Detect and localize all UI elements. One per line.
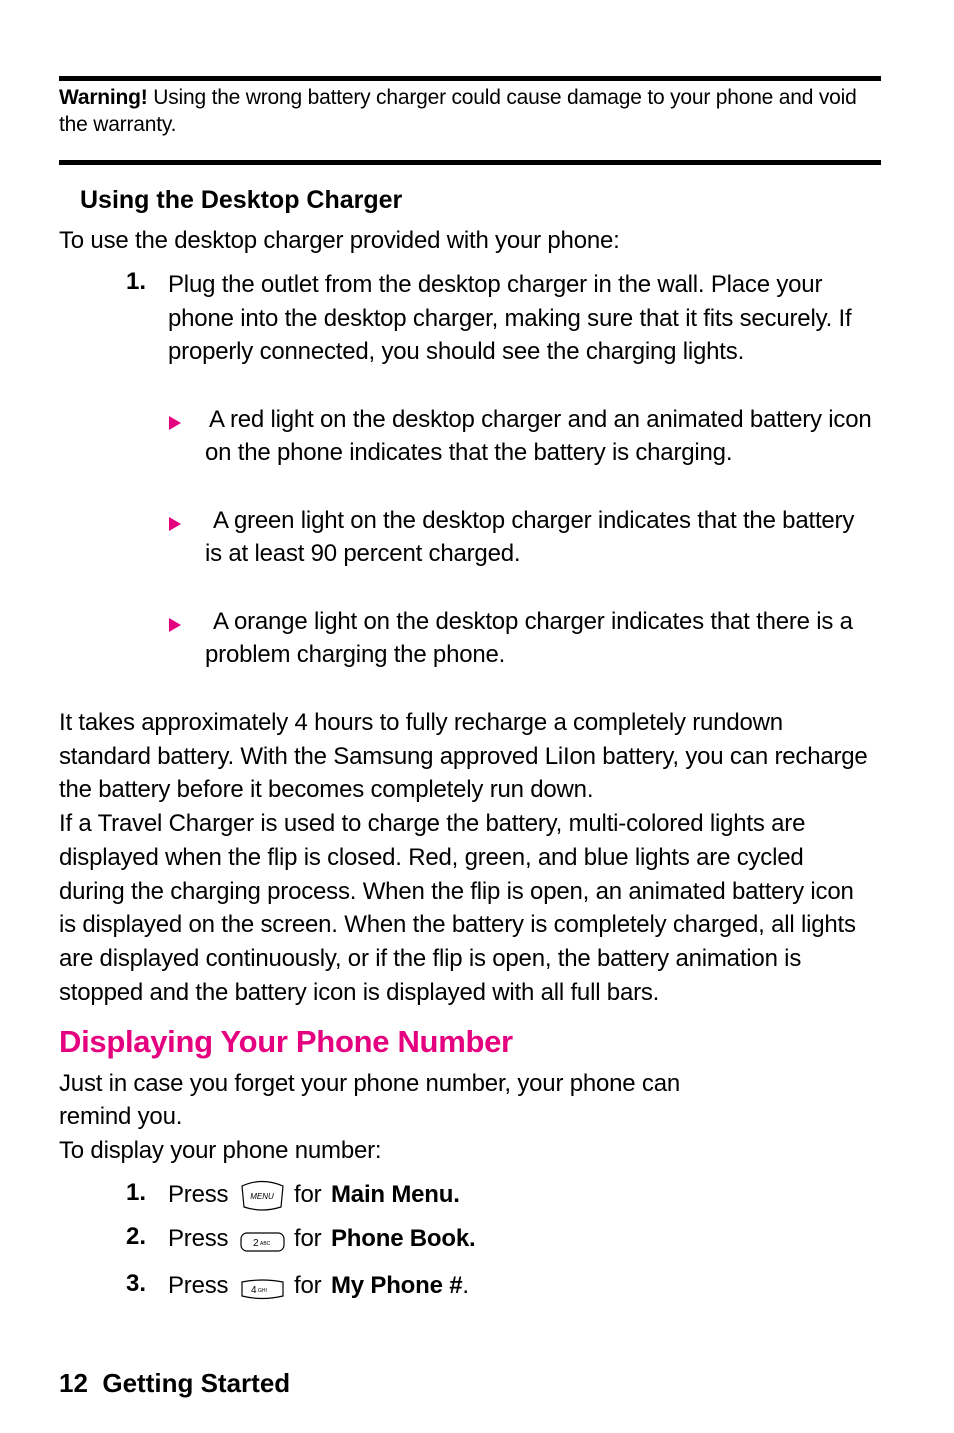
key-letters: ABC (260, 1241, 271, 1247)
warning-text: Using the wrong battery charger could cause damage to your phone and void the warranty. (59, 86, 857, 136)
key-letters: GHI (258, 1288, 267, 1294)
bullet-line: is at least 90 percent charged. (205, 540, 521, 567)
bullet-line: problem charging the phone. (205, 641, 506, 668)
menu-key-icon (239, 1177, 286, 1213)
bullet-line: on the phone indicates that the battery is charging. (205, 439, 733, 466)
paragraph-line: It takes approximately 4 hours to fully recharge a completely rundown (59, 709, 783, 736)
triangle-right-icon (167, 414, 183, 432)
step-line: properly connected, you should see the charging lights. (168, 338, 745, 365)
paragraph-line: displayed when the flip is closed. Red, green, and blue lights are cycled (59, 844, 804, 871)
paragraph-line: stopped and the battery icon is displayed with all full bars. (59, 979, 660, 1006)
for-label: for (294, 1272, 322, 1299)
bullet-line: A red light on the desktop charger and an animated battery icon (209, 406, 872, 433)
page-footer (59, 1368, 290, 1399)
for-label: for (294, 1181, 322, 1208)
footer-section: Getting Started (102, 1368, 291, 1398)
paragraph-line: If a Travel Charger is used to charge the battery, multi-colored lights are (59, 810, 806, 837)
2abc-key-icon (239, 1230, 286, 1254)
paragraph-line: are displayed continuously, or if the flip is open, the battery animation is (59, 945, 802, 972)
step-number: 1. (126, 1179, 147, 1206)
step-number: 1. (126, 268, 147, 295)
main-menu-target: Main Menu. (331, 1181, 460, 1208)
step-number: 2. (126, 1223, 147, 1250)
for-label: for (294, 1225, 322, 1252)
my-phone-target: My Phone # (331, 1272, 463, 1299)
step-line: phone into the desktop charger, making sure that it fits securely. If (168, 305, 852, 332)
triangle-right-icon (167, 515, 183, 533)
my-phone-target-wrap (331, 1269, 469, 1303)
key-digit: 4 (251, 1285, 257, 1296)
key-digit: 2 (253, 1238, 259, 1249)
paragraph-line: is displayed on the screen. When the battery is completely charged, all lights (59, 911, 856, 938)
step-number: 3. (126, 1270, 147, 1297)
press-label: Press (168, 1225, 229, 1252)
intro-line: Just in case you forget your phone number, your phone can (59, 1070, 681, 1097)
bullet-line: A green light on the desktop charger indicates that the battery (213, 507, 855, 534)
press-label: Press (168, 1181, 229, 1208)
bullet-line: A orange light on the desktop charger indicates that there is a (213, 608, 853, 635)
bottom-rule (59, 160, 881, 165)
top-rule (59, 76, 881, 81)
intro-line: remind you. (59, 1103, 183, 1130)
intro-line: To display your phone number: (59, 1137, 382, 1164)
target-suffix: . (462, 1272, 469, 1299)
4ghi-key-icon (239, 1276, 286, 1302)
paragraph-line: the battery before it becomes completely run down. (59, 776, 594, 803)
menu-key-label: MENU (250, 1192, 274, 1201)
page-number: 12 (59, 1368, 88, 1398)
paragraph-line: during the charging process. When the flip is open, an animated battery icon (59, 878, 854, 905)
press-label: Press (168, 1272, 229, 1299)
triangle-right-icon (167, 616, 183, 634)
desktop-charger-heading: Using the Desktop Charger (80, 186, 403, 214)
phone-number-heading: Displaying Your Phone Number (59, 1024, 513, 1059)
phone-book-target: Phone Book. (331, 1225, 476, 1252)
warning-box (59, 84, 881, 138)
step-line: Plug the outlet from the desktop charger in the wall. Place your (168, 271, 823, 298)
desktop-intro: To use the desktop charger provided with your phone: (59, 227, 620, 254)
warning-label: Warning! (59, 86, 148, 109)
paragraph-line: standard battery. With the Samsung approved LiIon battery, you can recharge (59, 743, 868, 770)
